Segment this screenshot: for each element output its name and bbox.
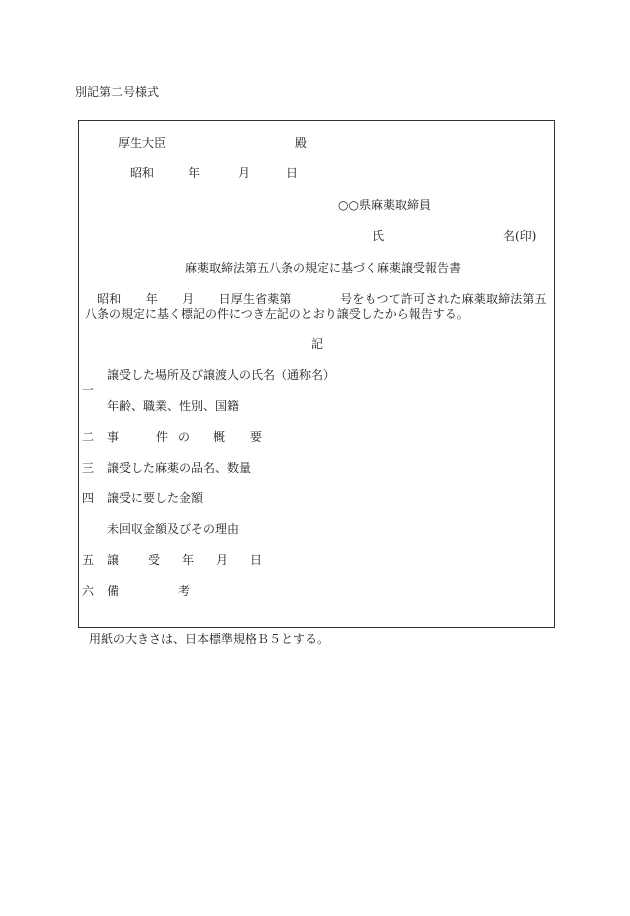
item2-label-char-1: 事: [107, 430, 120, 444]
addressee-name: 厚生大臣: [118, 136, 167, 150]
item2-label-char-3: の: [178, 430, 191, 444]
item1-line2: 年齢、職業、性別、国籍: [107, 399, 240, 413]
report-title: 麻薬取締法第五八条の規定に基づく麻薬譲受報告書: [185, 261, 462, 275]
reporter-title: ○○県麻薬取締員: [338, 198, 431, 212]
date-era: 昭和: [130, 166, 155, 180]
item2-label-char-4: 概: [213, 430, 226, 444]
item2-label-char-2: 件: [156, 430, 169, 444]
reporter-surname-char: 氏: [372, 229, 385, 243]
item1-line1: 譲受した場所及び譲渡人の氏名（通称名）: [107, 368, 336, 382]
item2-number: 二: [82, 430, 95, 444]
item6-label-char-1: 備: [107, 584, 120, 598]
body-paragraph-line2: 八条の規定に基く標記の件につき左記のとおり譲受したから報告する。: [85, 307, 469, 321]
item1-number: 一: [82, 383, 95, 397]
addressee-honorific: 殿: [295, 136, 308, 150]
form-title: 別記第二号様式: [75, 85, 160, 99]
item5-number: 五: [82, 553, 95, 567]
footnote: 用紙の大きさは、日本標準規格Ｂ５とする。: [89, 632, 330, 646]
item5-label-char-1: 譲: [107, 553, 120, 567]
item4-number: 四: [82, 491, 95, 505]
item5-label-char-2: 受: [148, 553, 161, 567]
item5-label-char-3: 年: [182, 553, 195, 567]
item5-label-char-4: 月: [216, 553, 229, 567]
item6-number: 六: [82, 584, 95, 598]
item3-label: 譲受した麻薬の品名、数量: [107, 461, 252, 475]
body-paragraph-line1: 昭和 年 月 日厚生省薬第 号をもつて許可された麻薬取締法第五: [85, 292, 547, 306]
date-month: 月: [238, 166, 251, 180]
reporter-name-seal: 名(印): [503, 229, 537, 243]
date-year: 年: [188, 166, 201, 180]
item4-line2: 未回収金額及びその理由: [107, 522, 240, 536]
ki-heading: 記: [311, 337, 324, 351]
date-day: 日: [286, 166, 299, 180]
item3-number: 三: [82, 461, 95, 475]
item4-line1: 譲受に要した金額: [107, 491, 204, 505]
item2-label-char-5: 要: [250, 430, 263, 444]
item6-label-char-2: 考: [178, 584, 191, 598]
item5-label-char-5: 日: [250, 553, 263, 567]
